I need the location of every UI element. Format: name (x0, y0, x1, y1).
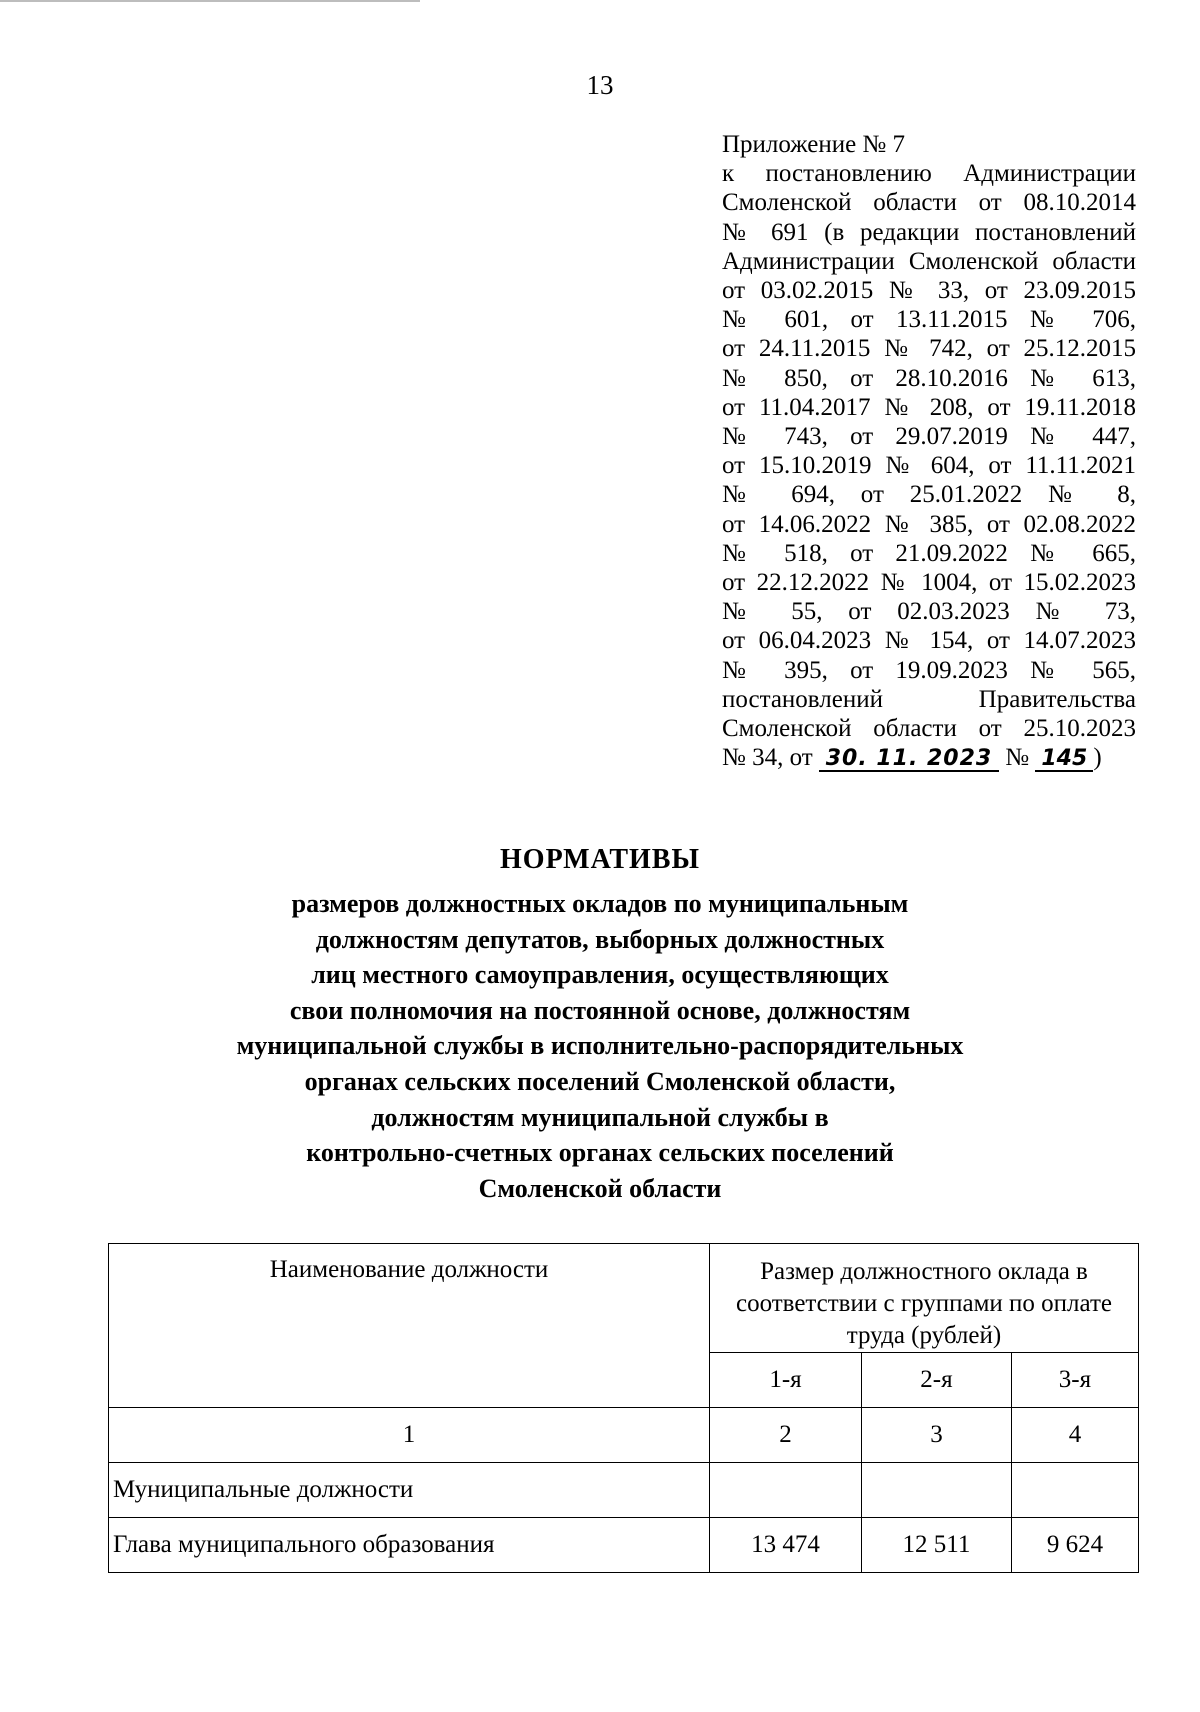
annex-line: от 24.11.2015 № 742, от 25.12.2015 (722, 335, 1136, 363)
header-group-1: 1-я (710, 1353, 862, 1408)
annex-line: № 518, от 21.09.2022 № 665, (722, 539, 1136, 567)
row-value-group-2: 12 511 (862, 1518, 1012, 1573)
annex-line: Смоленской области от 25.10.2023 (722, 715, 1136, 743)
header-group-3: 3-я (1011, 1353, 1138, 1408)
annex-line: от 14.06.2022 № 385, от 02.08.2022 (722, 510, 1136, 538)
table-row (109, 1463, 1139, 1518)
document-subtitle (0, 886, 1200, 1206)
row-position-name: Муниципальные должности (109, 1463, 710, 1518)
document-heading (0, 842, 1200, 1206)
handwritten-number: 145 (1035, 748, 1093, 772)
annex-block (722, 130, 1136, 772)
row-value-group-1 (710, 1463, 862, 1518)
subtitle-line: муниципальной службы в исполнительно-распорядительных (236, 1031, 964, 1061)
table-row (109, 1518, 1139, 1573)
closing-paren: ) (1093, 744, 1102, 772)
annex-last-line (722, 743, 1136, 772)
annex-title: Приложение № 7 (722, 131, 906, 158)
annex-line: от 03.02.2015 № 33, от 23.09.2015 (722, 277, 1136, 305)
header-position-name: Наименование должности (109, 1244, 710, 1408)
annex-line: Администрации Смоленской области (722, 247, 1136, 275)
annex-line: к постановлению Администрации (722, 160, 1136, 188)
subtitle-line: размеров должностных окладов по муниципальным (291, 889, 909, 918)
header-group-2: 2-я (862, 1353, 1012, 1408)
column-number: 2 (710, 1408, 862, 1463)
subtitle-line: должностям муниципальной службы в (371, 1102, 829, 1132)
table-header-row (109, 1244, 1139, 1353)
annex-line: № 601, от 13.11.2015 № 706, (722, 306, 1136, 334)
table-column-numbers-row (109, 1408, 1139, 1463)
subtitle-line: контрольно-счетных органах сельских поселений (306, 1138, 894, 1168)
page-number: 13 (586, 70, 614, 100)
annex-line: Смоленской области от 08.10.2014 (722, 189, 1136, 217)
row-value-group-3 (1011, 1463, 1138, 1518)
column-number: 3 (862, 1408, 1012, 1463)
annex-line: № 691 (в редакции постановлений (722, 218, 1136, 246)
subtitle-line: свои полномочия на постоянной основе, должностям (289, 995, 911, 1025)
row-value-group-3: 9 624 (1011, 1518, 1138, 1573)
column-number: 1 (109, 1408, 710, 1463)
subtitle-line: Смоленской области (478, 1173, 722, 1203)
header-salary-size: Размер должностного оклада в соответствии с группами по оплате труда (рублей) (710, 1244, 1139, 1353)
scan-edge-line (0, 0, 420, 2)
annex-line: № 55, от 02.03.2023 № 73, (722, 598, 1136, 626)
annex-line: от 22.12.2022 № 1004, от 15.02.2023 (722, 569, 1136, 597)
number-sign: № (1005, 744, 1030, 772)
row-position-name: Глава муниципального образования (109, 1518, 710, 1573)
row-value-group-2 (862, 1463, 1012, 1518)
annex-last-prefix: № 34, от (722, 744, 813, 772)
salary-norms-table (108, 1243, 1139, 1573)
annex-line: от 06.04.2023 № 154, от 14.07.2023 (722, 627, 1136, 655)
annex-line: № 850, от 28.10.2016 № 613, (722, 364, 1136, 392)
annex-line: от 11.04.2017 № 208, от 19.11.2018 (722, 393, 1136, 421)
annex-line: № 694, от 25.01.2022 № 8, (722, 481, 1136, 509)
subtitle-line: лиц местного самоуправления, осуществляющих (311, 960, 889, 990)
column-number: 4 (1011, 1408, 1138, 1463)
annex-line: постановлений Правительства (722, 685, 1136, 713)
handwritten-date: 30. 11. 2023 (819, 748, 999, 772)
annex-line: № 395, от 19.09.2023 № 565, (722, 656, 1136, 684)
annex-line: № 743, от 29.07.2019 № 447, (722, 423, 1136, 451)
annex-line: от 15.10.2019 № 604, от 11.11.2021 (722, 452, 1136, 480)
document-title: НОРМАТИВЫ (500, 844, 700, 875)
subtitle-line: органах сельских поселений Смоленской области, (304, 1066, 896, 1096)
row-value-group-1: 13 474 (710, 1518, 862, 1573)
subtitle-line: должностям депутатов, выборных должностных (315, 924, 885, 954)
